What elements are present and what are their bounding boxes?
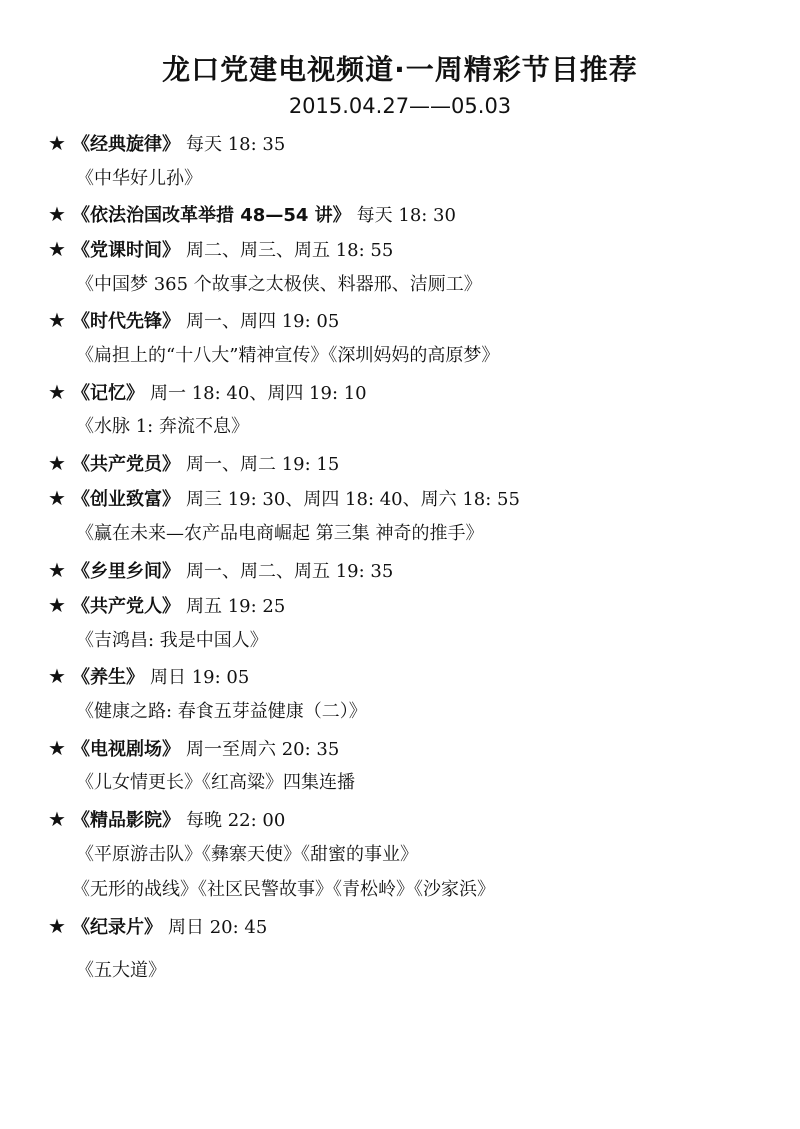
star-icon: ★ bbox=[48, 664, 66, 688]
program-time: 每天 18: 35 bbox=[186, 134, 286, 155]
program-name: 《创业致富》 bbox=[72, 489, 180, 510]
program-line bbox=[48, 733, 339, 763]
program-time: 周日 20: 45 bbox=[168, 917, 268, 938]
star-icon: ★ bbox=[48, 486, 66, 510]
program-name: 《养生》 bbox=[72, 667, 144, 688]
star-icon: ★ bbox=[48, 558, 66, 582]
program-name: 《共产党员》 bbox=[72, 454, 180, 475]
star-icon: ★ bbox=[48, 807, 66, 831]
program-detail: 《吉鸿昌: 我是中国人》 bbox=[76, 630, 268, 651]
program-time: 周一至周六 20: 35 bbox=[186, 739, 340, 760]
program-time: 周一、周二、周五 19: 35 bbox=[186, 561, 394, 582]
program-line bbox=[48, 305, 339, 335]
program-detail: 《儿女情更长》《红高粱》四集连播 bbox=[76, 772, 355, 793]
program-name: 《共产党人》 bbox=[72, 596, 180, 617]
program-line bbox=[48, 555, 393, 585]
program-time: 每天 18: 30 bbox=[356, 205, 456, 226]
program-detail: 《健康之路: 春食五芽益健康（二）》 bbox=[76, 701, 367, 722]
program-name: 《纪录片》 bbox=[72, 917, 162, 938]
program-time: 周三 19: 30、周四 18: 40、周六 18: 55 bbox=[186, 489, 520, 510]
page-title: 龙口党建电视频道·一周精彩节目推荐 bbox=[162, 53, 638, 86]
program-line bbox=[48, 661, 249, 691]
star-icon: ★ bbox=[48, 202, 66, 226]
star-icon: ★ bbox=[48, 451, 66, 475]
program-time: 周一、周二 19: 15 bbox=[186, 454, 340, 475]
program-name: 《经典旋律》 bbox=[72, 134, 180, 155]
program-detail: 《平原游击队》《彝寨天使》《甜蜜的事业》 bbox=[76, 844, 418, 865]
program-line bbox=[48, 128, 285, 158]
program-name: 《记忆》 bbox=[72, 383, 144, 404]
program-line bbox=[48, 199, 456, 229]
program-time: 周日 19: 05 bbox=[150, 667, 250, 688]
program-detail: 《中华好儿孙》 bbox=[76, 168, 202, 189]
program-detail: 《中国梦 365 个故事之太极侠、料器邢、洁厕工》 bbox=[76, 274, 482, 295]
program-time: 每晚 22: 00 bbox=[186, 810, 286, 831]
star-icon: ★ bbox=[48, 593, 66, 617]
program-line bbox=[48, 804, 285, 834]
program-line bbox=[48, 911, 267, 941]
star-icon: ★ bbox=[48, 380, 66, 404]
program-detail: 《赢在未来—农产品电商崛起 第三集 神奇的推手》 bbox=[76, 523, 484, 544]
program-time: 周五 19: 25 bbox=[186, 596, 286, 617]
star-icon: ★ bbox=[48, 736, 66, 760]
program-detail: 《扁担上的“十八大”精神宣传》《深圳妈妈的高原梦》 bbox=[76, 345, 500, 366]
program-line bbox=[48, 377, 367, 407]
program-name: 《时代先锋》 bbox=[72, 311, 180, 332]
star-icon: ★ bbox=[48, 237, 66, 261]
program-detail: 《五大道》 bbox=[76, 960, 166, 981]
star-icon: ★ bbox=[48, 914, 66, 938]
program-name: 《党课时间》 bbox=[72, 240, 180, 261]
program-time: 周一、周四 19: 05 bbox=[186, 311, 340, 332]
program-time: 周一 18: 40、周四 19: 10 bbox=[150, 383, 367, 404]
star-icon: ★ bbox=[48, 131, 66, 155]
program-detail: 《无形的战线》《社区民警故事》《青松岭》《沙家浜》 bbox=[72, 879, 495, 900]
star-icon: ★ bbox=[48, 308, 66, 332]
program-time: 周二、周三、周五 18: 55 bbox=[186, 240, 394, 261]
program-name: 《乡里乡间》 bbox=[72, 561, 180, 582]
program-name: 《电视剧场》 bbox=[72, 739, 180, 760]
program-name: 《精品影院》 bbox=[72, 810, 180, 831]
program-detail: 《水脉 1: 奔流不息》 bbox=[76, 416, 249, 437]
date-range: 2015.04.27——05.03 bbox=[288, 94, 512, 118]
program-line bbox=[48, 590, 285, 620]
program-line bbox=[48, 448, 339, 478]
program-line bbox=[48, 483, 520, 513]
program-name: 《依法治国改革举措 48—54 讲》 bbox=[72, 205, 351, 226]
program-line bbox=[48, 234, 393, 264]
